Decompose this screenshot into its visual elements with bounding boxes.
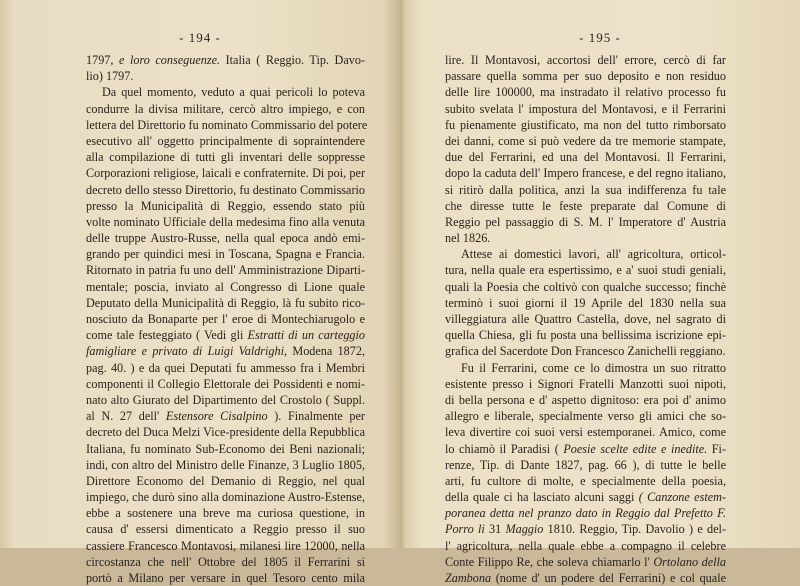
text-segment: della quale ci ha lasciato alcuni saggi <box>445 490 639 505</box>
left-page <box>0 0 400 585</box>
italic-text: Zambona <box>445 571 492 585</box>
text-line <box>86 133 365 149</box>
text-line <box>86 214 365 230</box>
text-line <box>445 149 726 165</box>
text-segment: (nome d' un podere del Ferrarini) e col quale <box>491 571 726 585</box>
page-number: - 194 - <box>179 30 221 45</box>
text-segment: Italiana, fu nominato Sub-Economo dei Beni nazionali; <box>86 441 365 456</box>
text-segment: quali la Poesia che coltivò con qualche successo; finchè <box>445 279 726 294</box>
text-segment: esecutivo all' oggetto principalmente di sopraintendere <box>86 133 365 148</box>
text-line <box>445 554 726 570</box>
text-line <box>445 521 726 537</box>
text-segment: arti, fu cultore di molte, e specialmente della poesia, <box>445 473 726 488</box>
text-line <box>445 408 726 424</box>
text-segment: Italia ( Reggio. Tip. Davo- <box>220 53 365 67</box>
text-line <box>445 84 726 100</box>
text-line <box>445 230 726 246</box>
text-segment: nato alto Giurato del Dipartimento del Crostolo ( Suppl. <box>86 392 365 407</box>
text-segment: delle truppe Austro-Russe, nella qual epoca andò emi- <box>86 231 365 246</box>
text-line <box>86 343 365 359</box>
text-segment: Fi- <box>707 441 726 456</box>
text-segment: esistente presso i Signori Fratelli Manzotti suoi nipoti, <box>445 376 726 391</box>
text-line <box>445 457 726 473</box>
text-segment: Corporazioni religiose, laicali e confraternite. Di poi, per <box>86 166 365 181</box>
text-line <box>86 570 365 586</box>
text-segment: lire. Il Montavosi, accortosi dell' errore, cercò di far <box>445 53 726 67</box>
text-line <box>445 182 726 198</box>
text-segment: lio) 1797. <box>86 69 134 84</box>
text-line <box>86 295 365 311</box>
text-segment: al N. 27 dell' <box>86 409 166 424</box>
text-segment: mentale; poscia, inviato al Congresso di Lione quale <box>86 279 365 294</box>
page-text <box>86 52 368 586</box>
text-segment: quella Chiesa, gli fu posta una bellissima iscrizione epi- <box>445 328 726 343</box>
text-segment: lettera del Direttorio fu nominato Commissario del potere <box>86 117 368 132</box>
text-line <box>86 246 365 262</box>
text-segment: circostanza che nell' Ottobre del 1805 il Ferrarini si <box>86 554 365 569</box>
text-segment: grafica del Sacerdote Don Francesco Zanichelli reggiano. <box>445 344 726 359</box>
text-line <box>86 182 365 198</box>
text-line <box>86 117 368 133</box>
text-segment: come tale festeggiato ( Vedi gli <box>86 328 248 343</box>
text-segment: Da quel momento, veduto a quai pericoli lo poteva <box>102 85 365 100</box>
text-line <box>445 311 726 327</box>
text-segment: Fu il Ferrarini, come ce lo dimostra un suo ritratto <box>461 360 726 375</box>
italic-text: poranea detta nel pranzo dato in Reggio dal Prefetto F. <box>445 506 726 521</box>
text-segment: Deputato della Municipalità di Reggio, là fu subito rico- <box>86 295 365 310</box>
text-line <box>445 489 726 505</box>
text-line <box>86 262 365 278</box>
text-line <box>445 101 726 117</box>
italic-text: Estensore Cisalpino <box>165 409 268 424</box>
text-segment: ebbe a sostenere una breve ma curiosa questione, in <box>86 506 365 521</box>
text-segment: Attese ai domestici lavori, all' agricoltura, orticol- <box>461 247 726 262</box>
right-page <box>400 0 800 585</box>
text-segment: Modena 1872, <box>287 344 366 359</box>
text-line <box>86 360 365 376</box>
text-segment: alla compilazione di tutti gli inventari delle soppresse <box>86 150 365 165</box>
text-segment: 1797, <box>86 53 119 67</box>
text-line <box>445 295 726 311</box>
text-line <box>445 214 726 230</box>
text-line <box>86 230 365 246</box>
text-line <box>445 68 726 84</box>
text-line <box>445 327 726 343</box>
text-segment: due del Ferrarini, ed una del Montavosi. Il Ferrarini, <box>445 150 726 165</box>
text-line <box>86 376 365 392</box>
text-line <box>445 473 726 489</box>
text-line <box>445 570 726 586</box>
text-segment: dopo la caduta dell' Impero francese, e del regno italiano, <box>445 166 726 181</box>
text-line <box>445 279 726 295</box>
text-line <box>445 133 726 149</box>
text-segment: portò a Milano per versare in quel Tesoro cento mila <box>86 571 365 585</box>
text-segment: pag. 40. ) e da quei Deputati fu ammesso fra i Membri <box>86 360 365 375</box>
text-segment: ). Finalmente per <box>267 409 365 424</box>
text-line <box>86 52 365 68</box>
text-segment: indi, con altro del Ministro delle Finanze, 3 Luglio 1805, <box>86 457 365 472</box>
text-line <box>86 424 365 440</box>
text-segment: decreto dello stesso Direttorio, fu destinato Commissario <box>86 182 365 197</box>
text-line <box>86 68 365 84</box>
text-line <box>86 554 365 570</box>
text-line <box>445 246 726 262</box>
text-segment: delle lire 100000, ma instradato il relativo processo fu <box>445 85 726 100</box>
text-segment: passare quella somma per suo deposito e non residuo <box>445 69 726 84</box>
text-segment: dei danni, come si può vedere da tre memorie stampate, <box>445 133 726 148</box>
text-line <box>445 262 726 278</box>
text-segment: nel 1826. <box>445 231 491 246</box>
italic-text: ( Canzone estem- <box>638 490 726 505</box>
text-line <box>445 165 726 181</box>
text-line <box>445 424 726 440</box>
text-line <box>86 198 365 214</box>
text-segment: l' agricoltura, nella quale ebbe a compagno il celebre <box>445 538 726 553</box>
italic-text: famigliare e privato di Luigi Valdrighi, <box>86 344 288 359</box>
text-line <box>445 198 726 214</box>
text-segment: fu pienamente giustificato, ma non del tutto rimborsato <box>445 117 726 132</box>
text-line <box>86 311 365 327</box>
text-line <box>86 505 365 521</box>
text-line <box>86 279 365 295</box>
text-line <box>445 376 726 392</box>
text-segment: allegro e liberale, specialmente verso gli amici che so- <box>445 409 726 424</box>
text-segment: 1810. Reggio, Tip. Davolio ) e del- <box>543 522 727 537</box>
italic-text: Ortolano della <box>653 554 727 569</box>
text-segment: Ritornato in patria fu uno dell' Amministrazione Diparti- <box>86 263 365 278</box>
text-line <box>445 441 726 457</box>
text-line <box>445 360 726 376</box>
text-segment: impiego, che durò sino alla dominazione Austro-Estense, <box>86 490 365 505</box>
text-line <box>86 408 365 424</box>
text-segment: Conte Filippo Re, che soleva chiamarlo l' <box>445 554 654 569</box>
text-segment: renze, Tip. di Dante 1827, pag. 66 ), di tutte le belle <box>445 457 726 472</box>
text-segment: terminò i suoi giorni il 19 Aprile del 1830 nella sua <box>445 295 726 310</box>
text-segment: di bella persona e d' aspetto dignitoso: era poi d' animo <box>445 392 726 407</box>
text-segment: condurre la divisa militare, cercò altro impiego, e con <box>86 101 365 116</box>
text-line <box>86 327 365 343</box>
text-line <box>86 521 365 537</box>
text-line <box>86 473 365 489</box>
text-segment: Reggio pel passaggio di S. M. l' Imperatore d' Austria <box>445 214 726 229</box>
text-segment: si ritirò dalla politica, anzi la sua indifferenza fu tale <box>445 182 726 197</box>
text-line <box>86 457 365 473</box>
text-line <box>86 101 365 117</box>
text-segment: villeggiatura alle Quattro Castella, dove, nel sagrato di <box>445 312 726 326</box>
text-line <box>445 117 726 133</box>
text-line <box>86 84 365 100</box>
italic-text: e loro conseguenze. <box>119 53 221 67</box>
text-line <box>86 441 365 457</box>
text-segment: causa d' essersi dimenticato a Reggio presso il suo <box>86 522 365 537</box>
text-segment: decreto del Duca Melzi Vice-presidente della Repubblica <box>86 425 365 440</box>
text-segment: componenti il Collegio Elettorale dei Possidenti e nomi- <box>86 376 365 391</box>
text-segment: grando per quindici mesi in Toscana, Spagna e Francia. <box>86 247 365 262</box>
text-segment: subito svelata l' impostura del Montavosi, e il Ferrarini <box>445 101 726 116</box>
text-line <box>445 392 726 408</box>
text-segment: 31 <box>484 522 506 537</box>
text-segment: Direttore Economo del Demanio di Reggio, nel qual <box>86 473 365 488</box>
italic-text: Poesie scelte edite e inedite. <box>563 441 708 456</box>
text-line <box>86 538 365 554</box>
text-segment: leva divertire coi suoi versi estemporanei. Amico, come <box>445 425 726 440</box>
italic-text: Porro li <box>445 522 485 537</box>
text-line <box>445 52 726 68</box>
text-segment: cassiere Francesco Montavosi, milanesi lire 12000, nella <box>86 538 365 553</box>
italic-text: Estratti di un carteggio <box>247 328 365 343</box>
text-line <box>86 392 365 408</box>
text-segment: volte nominato Ufficiale della medesima fino alla venuta <box>86 214 365 229</box>
text-line <box>86 165 365 181</box>
italic-text: Maggio <box>505 522 544 537</box>
text-segment: lo chiamò il Paradisi ( <box>445 441 564 456</box>
text-line <box>86 489 365 505</box>
text-segment: presso la Municipalità di Reggio, essendo stato più <box>86 198 365 213</box>
page-text <box>445 52 726 586</box>
text-segment: che diresse tutte le feste preparate dal Comune di <box>445 198 726 213</box>
page-number: - 195 - <box>579 30 621 45</box>
text-line <box>445 505 726 521</box>
text-segment: tura, nella quale era espertissimo, e a' suoi studi geniali, <box>445 263 726 278</box>
text-line <box>445 343 726 359</box>
text-line <box>445 538 726 554</box>
text-line <box>86 149 365 165</box>
text-segment: nosciuto da Bonaparte per l' eroe di Montechiarugolo e <box>86 312 365 326</box>
